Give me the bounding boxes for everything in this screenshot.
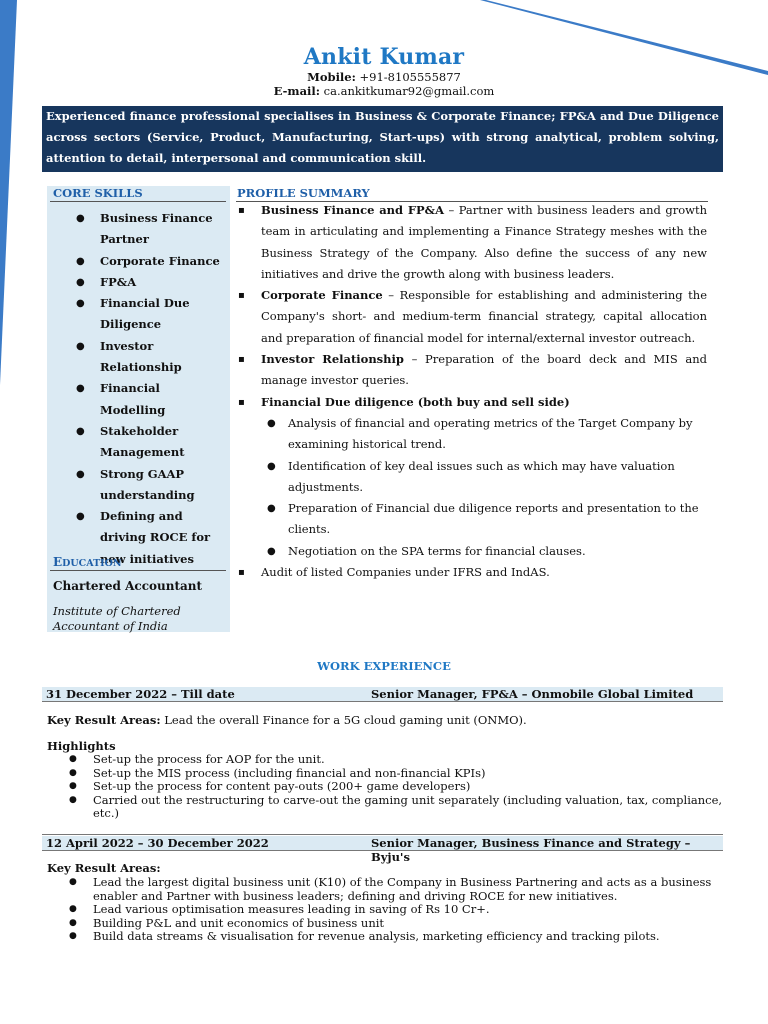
profile-item-text: Partner with business leaders and growth team in articulating and implementing a Finance Strategy meshes with the Business Strategy of the Company. Also define the success of any new initiatives and drive the growth along with business leaders. — [261, 203, 708, 281]
mobile-line — [0, 70, 768, 84]
skill-item: ● FP&A — [50, 272, 228, 293]
job-role: Senior Manager, FP&A – Onmobile Global Limited — [371, 687, 694, 701]
due-diligence-item: ● Analysis of financial and operating metrics of the Target Company by examining historical trend. — [261, 413, 707, 456]
kra-item: ● Build data streams & visualisation for revenue analysis, marketing efficiency and tracking pilots. — [47, 930, 727, 944]
job-role: Senior Manager, Business Finance and Strategy – Byju's — [371, 836, 691, 864]
highlight-item: ● Carried out the restructuring to carve-out the gaming unit separately (including valuation, tax, compliance, etc.) — [47, 794, 727, 821]
candidate-name: Ankit Kumar — [303, 44, 465, 70]
due-diligence-item: ● Identification of key deal issues such as which may have valuation adjustments. — [261, 456, 707, 499]
profile-item — [236, 392, 707, 562]
mobile-value: +91-8105555877 — [359, 70, 461, 84]
highlights-list — [47, 753, 727, 821]
education-institute: Institute of Chartered Accountant of India — [53, 604, 181, 633]
profile-summary-list — [236, 200, 707, 583]
due-diligence-item: ● Preparation of Financial due diligence reports and presentation to the clients. — [261, 498, 707, 541]
skill-item: ● Corporate Finance — [50, 251, 228, 272]
mobile-label: Mobile: — [307, 70, 356, 84]
skill-item: ● Investor Relationship — [50, 336, 228, 379]
education-degree: Chartered Accountant — [53, 579, 203, 593]
email-label: E-mail: — [273, 84, 321, 98]
work-experience-heading: WORK EXPERIENCE — [317, 659, 451, 673]
skill-item: ● Financial Due Diligence — [50, 293, 228, 336]
profile-item-title: Investor Relationship — [261, 352, 404, 367]
due-diligence-sublist — [261, 413, 707, 562]
highlights-heading: Highlights — [47, 739, 116, 753]
kra-list — [47, 876, 727, 944]
skill-item: ● Business Finance Partner — [50, 208, 228, 251]
email-line — [0, 84, 768, 98]
profile-item: ▪ Audit of listed Companies under IFRS and IndAS. — [236, 562, 707, 583]
kra-item: ● Lead the largest digital business unit (K10) of the Company in Business Partnering and acts as a business enabler and Partner with business leaders; defining and driving ROCE for new initiatives. — [47, 876, 727, 903]
job-key-result-areas — [47, 713, 527, 727]
summary-banner: Experienced finance professional specialises in Business & Corporate Finance; FP&A and Due Diligence across sectors (Service, Product, Manufacturing, Start-ups) with strong analytical, problem solving, attention to detail, interpersonal and communication skill. — [42, 106, 723, 172]
profile-item — [236, 200, 707, 285]
profile-summary-heading: PROFILE SUMMARY — [237, 186, 370, 200]
job-date: 31 December 2022 – Till date — [46, 687, 235, 701]
profile-item-title: Business Finance and FP&A — [261, 203, 444, 217]
profile-item-title: Financial Due diligence (both buy and sell side) — [261, 394, 570, 409]
job-divider — [42, 701, 723, 702]
core-skills-list — [50, 208, 228, 570]
kra-item: ● Building P&L and unit economics of business unit — [47, 917, 727, 931]
kra-heading: Key Result Areas: — [47, 861, 161, 875]
profile-item-sep: – — [382, 288, 400, 303]
skill-item: ● Defining and driving ROCE for new initiatives — [50, 506, 228, 570]
job-header-bar — [42, 687, 723, 701]
highlight-item: ● Set-up the MIS process (including financial and non-financial KPIs) — [47, 767, 727, 781]
skill-item: ● Strong GAAP understanding — [50, 464, 228, 507]
profile-item — [236, 349, 707, 392]
kra-text: Lead the overall Finance for a 5G cloud gaming unit (ONMO). — [160, 713, 527, 727]
skill-item: ● Stakeholder Management — [50, 421, 228, 464]
profile-item-text: Responsible for establishing and administering the Company's short- and medium-term financial strategy, capital allocation and preparation of financial model for internal/external investor outreach. — [261, 288, 708, 345]
profile-item-text: Preparation of the board deck and MIS and manage investor queries. — [261, 352, 707, 388]
job-date: 12 April 2022 – 30 December 2022 — [46, 836, 269, 850]
core-skills-divider — [50, 201, 226, 202]
job-header-bar — [42, 836, 723, 864]
kra-item: ● Lead various optimisation measures leading in saving of Rs 10 Cr+. — [47, 903, 727, 917]
email-value: ca.ankitkumar92@gmail.com — [323, 84, 495, 98]
education-heading: EDUCATION — [53, 555, 122, 569]
profile-item — [236, 285, 707, 349]
profile-item-sep: – — [403, 352, 426, 367]
job-divider-top — [42, 834, 723, 835]
highlight-item: ● Set-up the process for AOP for the unit. — [47, 753, 727, 767]
core-skills-heading: CORE SKILLS — [53, 186, 143, 200]
education-divider — [50, 570, 226, 571]
highlight-item: ● Set-up the process for content pay-outs (200+ game developers) — [47, 780, 727, 794]
profile-item-sep: – — [444, 203, 459, 217]
kra-label: Key Result Areas: — [47, 713, 161, 727]
skill-item: ● Financial Modelling — [50, 378, 228, 421]
profile-item-title: Corporate Finance — [261, 288, 383, 303]
due-diligence-item: ● Negotiation on the SPA terms for financial clauses. — [261, 541, 707, 562]
job-divider — [42, 850, 723, 851]
